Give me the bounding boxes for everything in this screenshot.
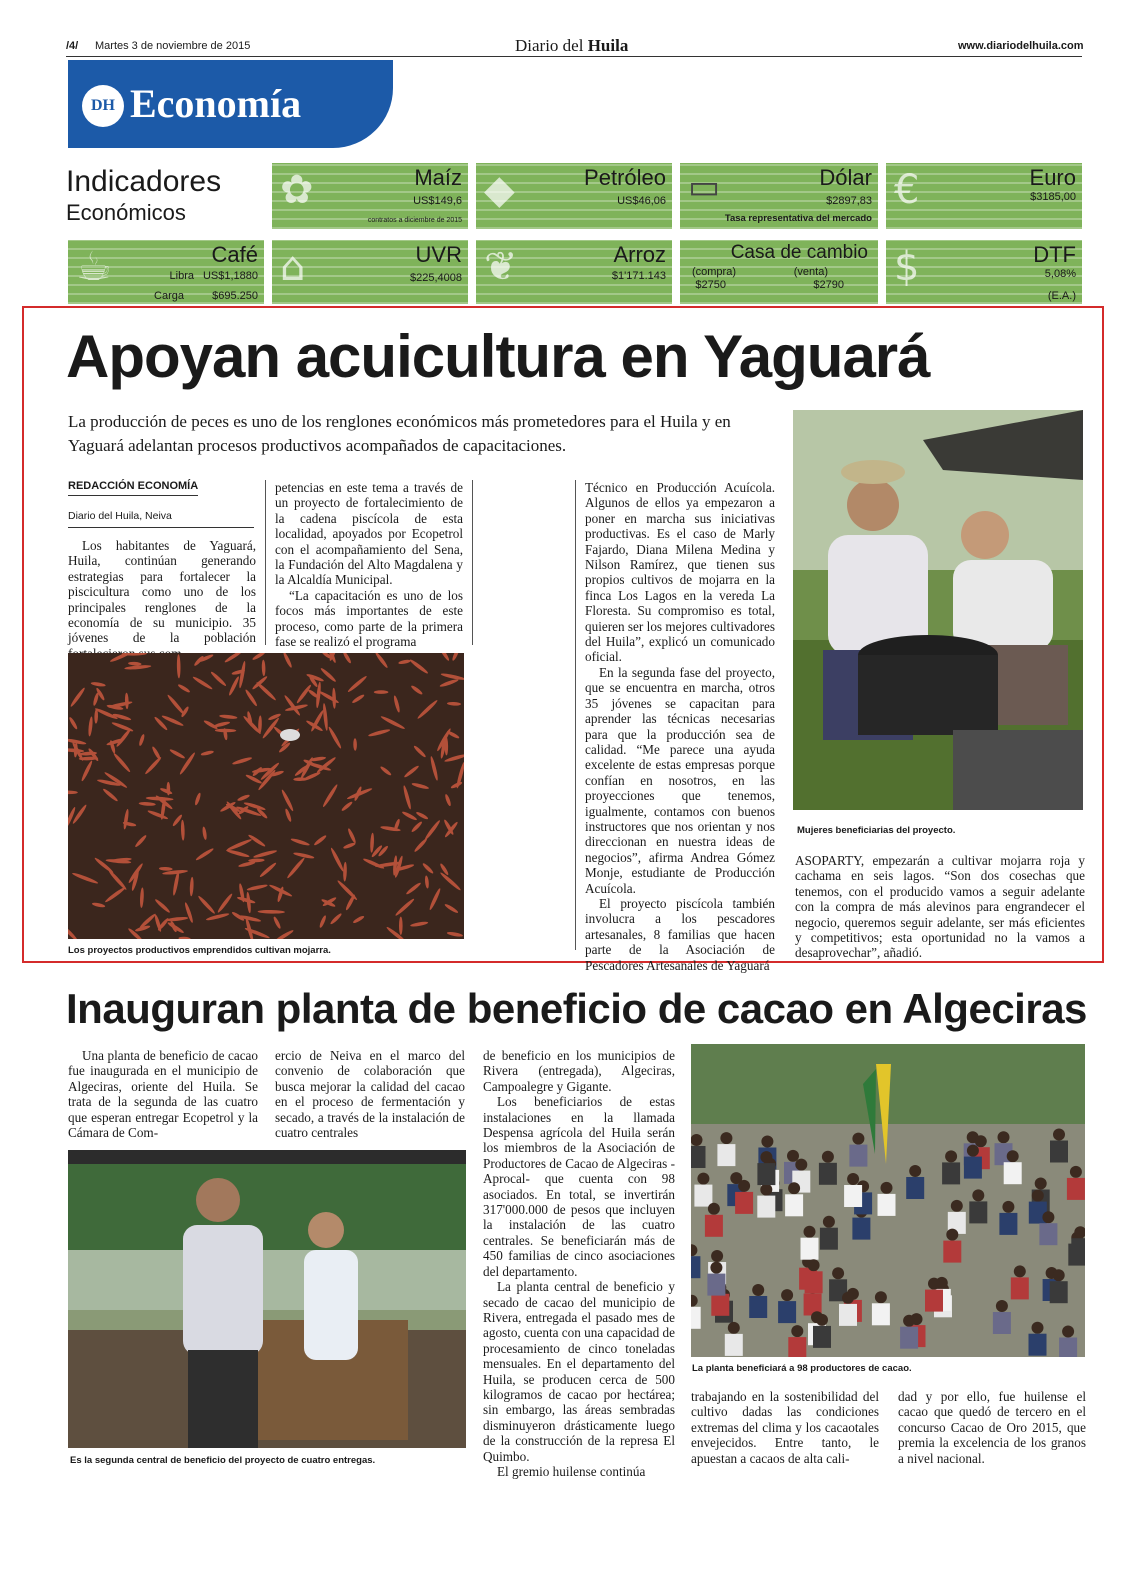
fish-pond-photo: [68, 653, 464, 939]
column-divider: [265, 480, 266, 645]
banknote-icon: ▭: [688, 167, 721, 207]
article1-column-2: petencias en este tema a través de un proyecto de fortalecimiento de la cadena piscícola de esta localidad, apoyados por Ecopetrol con el acompañamiento del Sena, la Fundación del Alto Magdalena y la Alcaldía Municipal. “La capacitación es uno de los focos más importantes de este proceso, como parte de la primera fase se realizó el programa: [275, 480, 463, 650]
oil-drop-icon: ◆: [484, 167, 515, 213]
newspaper-name: Diario del Huila: [515, 36, 629, 55]
dh-logo: DH: [82, 85, 124, 127]
cacao-plant-photo: [68, 1150, 466, 1448]
column-divider: [472, 480, 473, 645]
women-photo-caption: Mujeres beneficiarias del proyecto.: [797, 825, 956, 836]
tile-cafe: ☕ Café Libra US$1,1880 Carga $695.250: [68, 240, 264, 304]
tile-petroleo: ◆ Petróleo US$46,06: [476, 163, 672, 229]
article1-byline: REDACCIÓN ECONOMÍA: [68, 480, 198, 496]
crowd-photo: [691, 1044, 1085, 1357]
article2-headline: Inauguran planta de beneficio de cacao en Algeciras: [66, 985, 1087, 1032]
article1-dateline: Diario del Huila, Neiva: [68, 510, 172, 522]
corn-icon: ✿: [280, 167, 314, 213]
tile-dtf: $ DTF 5,08% (E.A.): [886, 240, 1082, 304]
newspaper-url: www.diariodelhuila.com: [958, 40, 1084, 52]
tile-maiz: ✿ Maíz US$149,6 contratos a diciembre de 2015: [272, 163, 468, 229]
article2-column-5: dad y por ello, fue huilense el cacao que quedó de tercero en el concurso Cacao de Oro 2015, que premia la excelencia de los granos a nivel nacional.: [898, 1389, 1086, 1466]
tile-euro: € Euro $3185,00: [886, 163, 1082, 229]
women-beneficiaries-image: [793, 410, 1083, 810]
masthead-rule: [66, 56, 1082, 57]
article1-column-3: Técnico en Producción Acuícola. Algunos de ellos ya empezaron a poner en marcha sus iniciativas productivas. Es el caso de Marly Fajardo, Diana Milena Medina y Nilson Ramírez, que tienen sus propios cultivos de mojarra en la finca Los Lagos en la vereda La Floresta. Su compromiso es total, quieren ser los mejores cultivadores del Huila”, explicó un comunicado oficial. En la segunda fase del proyecto, que se encuentra en marcha, otros 35 jóvenes se capacitan para aprender las técnicas necesarias para que la producción sea de calidad. “Me parece una ayuda excelente de estas empresas porque confían en nosotros, en las proyecciones que tenemos, igualmente, contamos con buenos instructores que nos orientan y nos direccionan en nuestra ideas de negocios”, afirma Andrea Gómez Monje, estudiante de Producción Acuícola. El proyecto piscícola también involucra a los pescadores artesanales, 8 familias que hacen parte de la Asociación de Pescadores Artesanales de Yaguará: [585, 480, 775, 973]
rice-icon: ❦: [484, 244, 518, 290]
women-photo: [793, 410, 1083, 810]
article1-lead: La producción de peces es uno de los renglones económicos más prometedores para el Huila y en Yaguará adelantan procesos productivos acompañados de capacitaciones.: [68, 412, 731, 455]
indicators-title: Indicadores: [66, 165, 222, 198]
euro-icon: €: [894, 167, 920, 213]
cacao-plant-image: [68, 1150, 466, 1448]
tile-casa-cambio: Casa de cambio (compra) $2750 (venta) $2790: [680, 240, 878, 304]
fish-photo-caption: Los proyectos productivos emprendidos cultivan mojarra.: [68, 945, 331, 956]
dateline-rule: [68, 527, 254, 528]
crowd-photo-caption: La planta beneficiará a 98 productores de cacao.: [692, 1363, 912, 1374]
article2-column-2: ercio de Neiva en el marco del convenio de colaboración que busca mejorar la calidad del cacao en el proceso de fermentación y secado, a través de la instalación de cuatro centrales: [275, 1048, 465, 1141]
tile-dolar: ▭ Dólar $2897,83 Tasa representativa del mercado: [680, 163, 878, 229]
section-title: Economía: [130, 81, 302, 126]
article1-column-4: ASOPARTY, empezarán a cultivar mojarra roja y cachama en seis lagos. “Son dos cosechas que tenemos, con el producido vamos a seguir adelante con la compra de más alevinos para engrandecer el negocio, queremos seguir adelante, ser más eficientes y competitivos; esta oportunidad no la vamos a desaprovechar”, añadió.: [795, 853, 1085, 961]
tile-arroz: ❦ Arroz $1'171.143: [476, 240, 672, 304]
article2-column-4: trabajando en la sostenibilidad del cultivo dadas las condiciones extremas del clima y los cacaotales envejecidos. Entre tanto, le apuestan a cacaos de alta cali-: [691, 1389, 879, 1466]
page-number: /4/: [66, 40, 79, 52]
article2-column-1: Una planta de beneficio de cacao fue inaugurada en el municipio de Algeciras, oriente del Huila. Se trata de la segunda de las cuatro que esperan entregar Ecopetrol y la Cámara de Com-: [68, 1048, 258, 1141]
article1-headline: Apoyan acuicultura en Yaguará: [66, 323, 930, 390]
article2-column-3: de beneficio en los municipios de Rivera (entregada), Algeciras, Campoalegre y Gigante. Los beneficiarios de estas instalaciones en la llamada Despensa agrícola del Huila serán los miembros de la Asociación de Productores de Cacao de Algeciras -Aprocal- que cuenta con 98 asociados. En total, se invertirán 317'000.000 de pesos que incluyen la instalación de las cuatro centrales. Se beneficiarán más de 450 familias de cinco asociaciones del departamento. La planta central de beneficio y secado de cacao del municipio de Rivera, entregada el pasado mes de agosto, cuenta con una capacidad de procesamiento de cinco toneladas mensuales. En el departamento del Huila, se producen cerca de 500 kilogramos de cacao por hectárea; sin embargo, las áreas sembradas disminuyeron drásticamente luego de la construcción de la represa El Quimbo. El gremio huilense continúa: [483, 1048, 675, 1479]
dollar-sign-icon: $: [894, 244, 920, 290]
indicators-subtitle: Económicos: [66, 200, 186, 225]
fish-pond-image: [68, 653, 464, 939]
issue-date: Martes 3 de noviembre de 2015: [95, 40, 251, 52]
plant-photo-caption: Es la segunda central de beneficio del proyecto de cuatro entregas.: [70, 1455, 376, 1466]
tile-uvr: ⌂ UVR $225,4008: [272, 240, 468, 304]
house-icon: ⌂: [280, 244, 306, 290]
article1-column-1: Los habitantes de Yaguará, Huila, continúan generando estrategias para fortalecer la piscicultura como uno de los principales renglones de la economía de su municipio. 35 jóvenes de la población: [68, 538, 256, 646]
column-divider: [575, 480, 576, 950]
crowd-event-image: [691, 1044, 1085, 1357]
coffee-cup-icon: ☕: [76, 244, 112, 290]
